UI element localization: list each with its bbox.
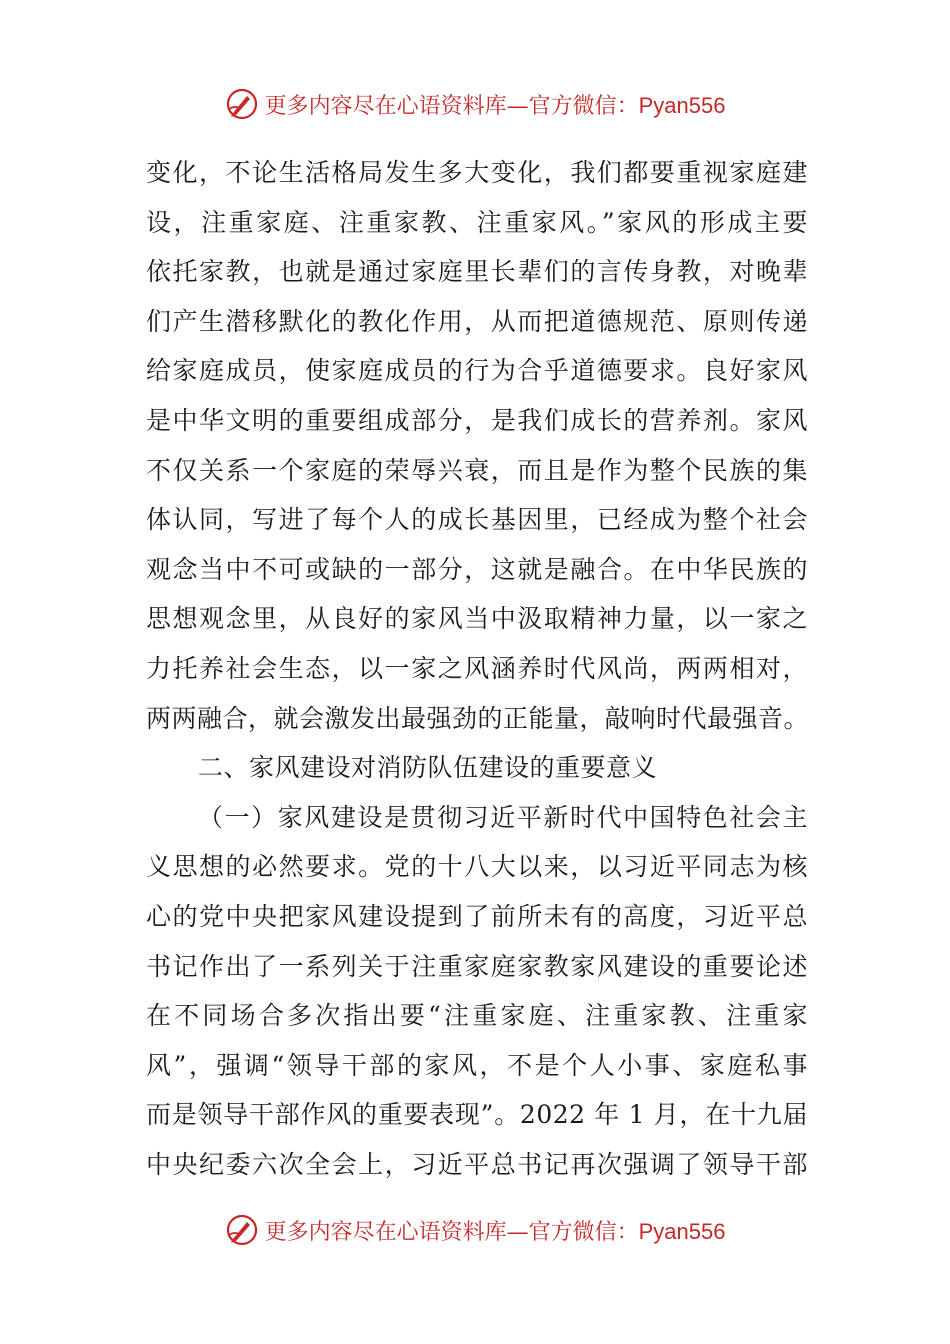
text-line: 心的党中央把家风建设提到了前所未有的高度，习近平总 xyxy=(146,901,808,931)
text-line: 两两融合，就会激发出最强劲的正能量，敲响时代最强音。 xyxy=(146,703,810,733)
text-line: （一）家风建设是贯彻习近平新时代中国特色社会主 xyxy=(198,802,808,832)
text-line: 是中华文明的重要组成部分，是我们成长的营养剂。家风 xyxy=(146,405,808,435)
footer-banner xyxy=(0,1210,950,1250)
text-line: 书记作出了一系列关于注重家庭家教家风建设的重要论述 xyxy=(146,951,808,981)
text-line: 设，注重家庭、注重家教、注重家风。”家风的形成主要 xyxy=(146,207,808,237)
section-heading: 二、家风建设对消防队伍建设的重要意义 xyxy=(198,753,658,783)
pen-logo-icon xyxy=(225,87,259,121)
text-line: 义思想的必然要求。党的十八大以来，以习近平同志为核 xyxy=(146,852,808,882)
wechat-id: Pyan556 xyxy=(638,92,726,118)
text-line: 变化，不论生活格局发生多大变化，我们都要重视家庭建 xyxy=(146,158,808,187)
pen-logo-icon xyxy=(225,1213,259,1247)
text-line: 体认同，写进了每个人的成长基因里，已经成为整个社会 xyxy=(146,505,808,535)
wechat-id: Pyan556 xyxy=(638,1218,726,1244)
text-line: 在不同场合多次指出要“注重家庭、注重家教、注重家 xyxy=(146,1001,808,1031)
text-line: 依托家教，也就是通过家庭里长辈们的言传身教，对晚辈 xyxy=(146,257,808,287)
text-line: 们产生潜移默化的教化作用，从而把道德规范、原则传递 xyxy=(146,306,808,336)
text-line: 给家庭成员，使家庭成员的行为合乎道德要求。良好家风 xyxy=(146,356,808,386)
banner-text: 更多内容尽在心语资料库—官方微信：Pyan556 xyxy=(264,92,726,119)
text-line: 不仅关系一个家庭的荣辱兴衰，而且是作为整个民族的集 xyxy=(146,455,808,485)
text-line: 风”，强调“领导干部的家风，不是个人小事、家庭私事 xyxy=(146,1050,808,1080)
text-line: 而是领导干部作风的重要表现”。2022 年 1 月，在十九届 xyxy=(146,1100,808,1130)
banner-text: 更多内容尽在心语资料库—官方微信：Pyan556 xyxy=(264,1218,726,1245)
document-body xyxy=(146,148,808,1189)
text-line: 观念当中不可或缺的一部分，这就是融合。在中华民族的 xyxy=(146,554,808,584)
text-line: 思想观念里，从良好的家风当中汲取精神力量，以一家之 xyxy=(146,604,808,634)
header-banner xyxy=(0,84,950,124)
text-line: 中央纪委六次全会上，习近平总书记再次强调了领导干部 xyxy=(146,1149,808,1179)
text-line: 力托养社会生态，以一家之风涵养时代风尚，两两相对， xyxy=(146,653,808,683)
